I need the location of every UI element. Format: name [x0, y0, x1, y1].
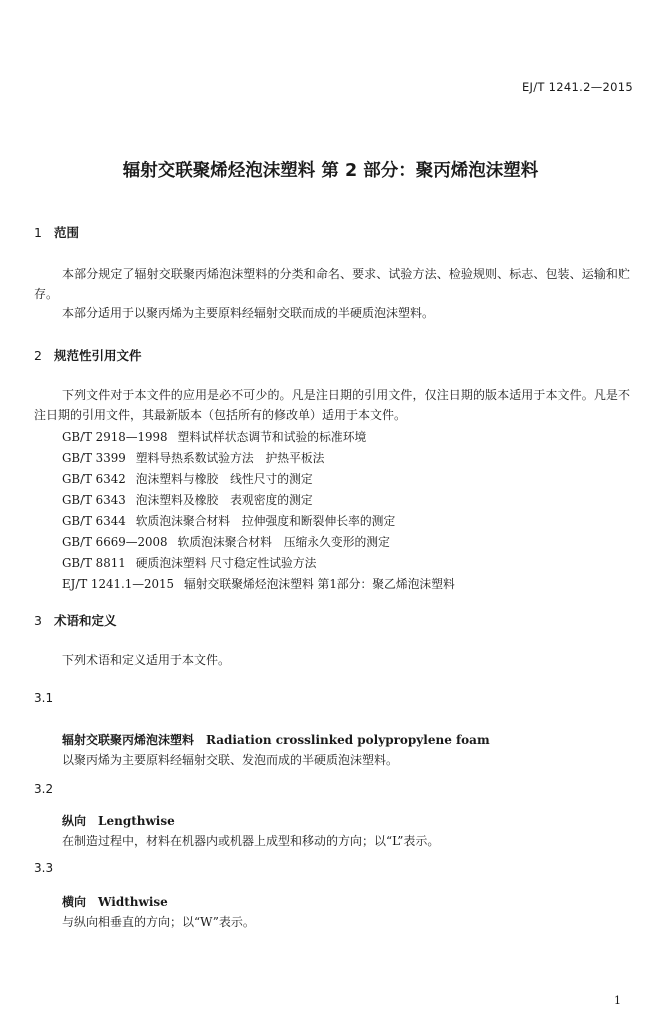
reference-title: 硬质泡沫塑料 尺寸稳定性试验方法 [135, 556, 317, 570]
term-chinese: 辐射交联聚丙烯泡沫塑料 [62, 733, 195, 747]
scope-paragraph-2: 本部分适用于以聚丙烯为主要原料经辐射交联而成的半硬质泡沫塑料。 [62, 306, 435, 320]
reference-item [62, 512, 395, 529]
section-1-heading [34, 223, 79, 241]
section-title: 范围 [54, 225, 80, 240]
document-title: 辐射交联聚烯烃泡沫塑料 第 2 部分：聚丙烯泡沫塑料 [122, 161, 539, 181]
reference-item [62, 575, 455, 592]
reference-title: 泡沫塑料与橡胶 线性尺寸的测定 [135, 472, 313, 486]
term-definition: 与纵向相垂直的方向；以“W”表示。 [62, 915, 255, 929]
term-english: Lengthwise [98, 814, 175, 828]
section-title: 术语和定义 [54, 613, 117, 628]
term-number: 3.2 [34, 782, 54, 796]
term-definition: 以聚丙烯为主要原料经辐射交联、发泡而成的半硬质泡沫塑料。 [62, 753, 399, 767]
reference-code: EJ/T 1241.1—2015 [62, 577, 175, 591]
reference-title: 塑料试样状态调节和试验的标准环境 [177, 430, 367, 444]
reference-title: 泡沫塑料及橡胶 表观密度的测定 [135, 493, 313, 507]
reference-item [62, 533, 390, 550]
term-chinese: 纵向 [62, 814, 87, 828]
reference-item [62, 491, 313, 508]
terms-intro: 下列术语和定义适用于本文件。 [62, 653, 231, 667]
reference-code: GB/T 6669—2008 [62, 535, 168, 549]
section-2-heading [34, 346, 142, 364]
scope-paragraph-1: 本部分规定了辐射交联聚丙烯泡沫塑料的分类和命名、要求、试验方法、检验规则、标志、包装、运输和贮存。 [34, 267, 630, 301]
normative-intro: 下列文件对于本文件的应用是必不可少的。凡是注日期的引用文件，仅注日期的版本适用于本文件。凡是不注日期的引用文件，其最新版本（包括所有的修改单）适用于本文件。 [34, 388, 630, 422]
reference-code: GB/T 8811 [62, 556, 126, 570]
document-code: EJ/T 1241.2—2015 [521, 80, 633, 94]
section-title: 规范性引用文件 [54, 348, 142, 363]
reference-title: 软质泡沫聚合材料 压缩永久变形的测定 [177, 535, 390, 549]
reference-code: GB/T 6342 [62, 472, 126, 486]
page-number: 1 [614, 994, 621, 1007]
term-heading [62, 893, 168, 910]
term-english: Widthwise [98, 895, 168, 909]
reference-code: GB/T 3399 [62, 451, 126, 465]
term-number: 3.3 [34, 861, 54, 875]
reference-title: 辐射交联聚烯烃泡沫塑料 第1部分：聚乙烯泡沫塑料 [184, 577, 455, 591]
reference-item [62, 470, 313, 487]
section-number: 1 [34, 225, 42, 240]
reference-item [62, 449, 324, 466]
section-number: 2 [34, 348, 42, 363]
reference-code: GB/T 2918—1998 [62, 430, 168, 444]
term-heading [62, 731, 490, 748]
reference-title: 塑料导热系数试验方法 护热平板法 [135, 451, 325, 465]
reference-code: GB/T 6343 [62, 493, 126, 507]
reference-title: 软质泡沫聚合材料 拉伸强度和断裂伸长率的测定 [135, 514, 396, 528]
reference-item [62, 428, 366, 445]
term-definition: 在制造过程中，材料在机器内或机器上成型和移动的方向；以“L”表示。 [62, 834, 440, 848]
reference-code: GB/T 6344 [62, 514, 126, 528]
term-heading [62, 812, 175, 829]
term-chinese: 横向 [62, 895, 87, 909]
section-number: 3 [34, 613, 42, 628]
term-english: Radiation crosslinked polypropylene foam [206, 733, 490, 747]
reference-item [62, 554, 316, 571]
term-number: 3.1 [34, 691, 54, 705]
section-3-heading [34, 611, 117, 629]
